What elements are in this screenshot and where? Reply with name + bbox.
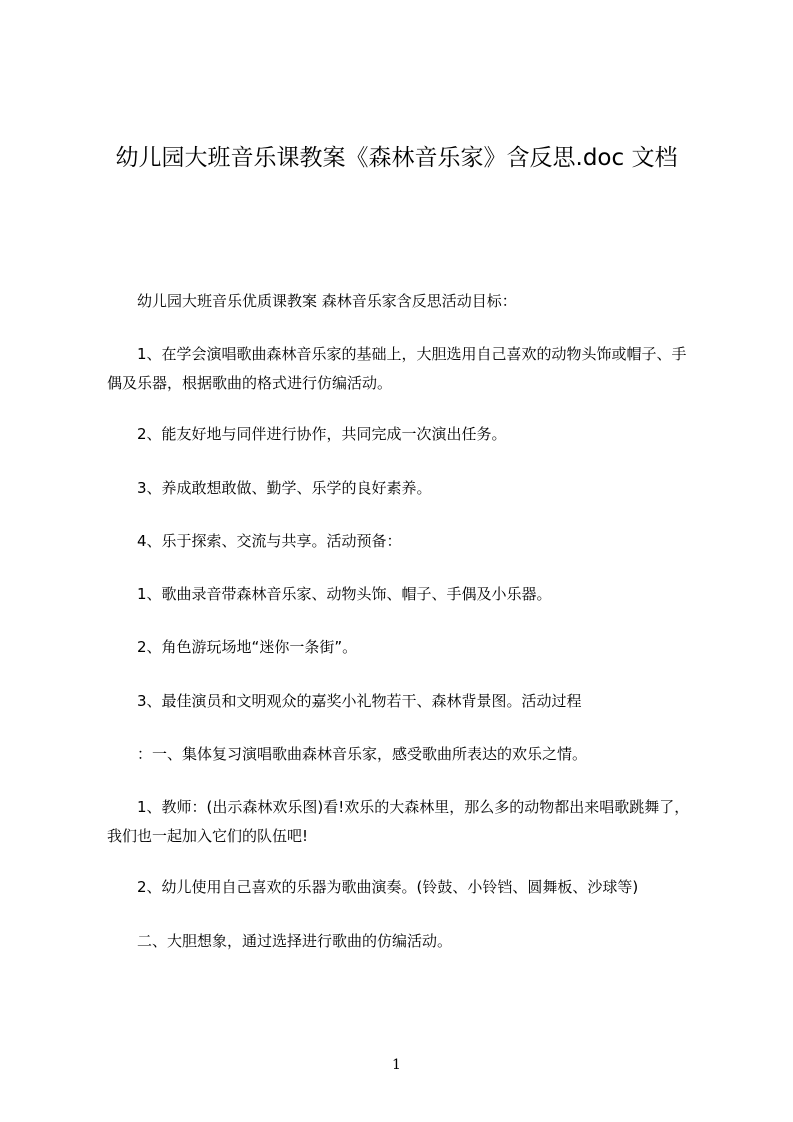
paragraph-process-1-1: 1、教师：(出示森林欢乐图)看!欢乐的大森林里，那么多的动物都出来唱歌跳舞了，我们也一起加入它们的队伍吧! [107,798,690,845]
paragraph-goal-4: 4、乐于探索、交流与共享。活动预备： [137,532,402,550]
paragraph-intro: 幼儿园大班音乐优质课教案 森林音乐家含反思活动目标： [137,292,517,310]
paragraph-goal-3: 3、养成敢想敢做、勤学、乐学的良好素养。 [137,479,432,497]
paragraph-goal-2: 2、能友好地与同伴进行协作，共同完成一次演出任务。 [137,425,507,443]
paragraph-prep-2: 2、角色游玩场地“迷你一条街”。 [137,638,358,656]
paragraph-process-1: ：一、集体复习演唱歌曲森林音乐家，感受歌曲所表达的欢乐之情。 [137,745,588,763]
paragraph-process-2: 二、大胆想象，通过选择进行歌曲的仿编活动。 [137,932,453,950]
paragraph-prep-1: 1、歌曲录音带森林音乐家、动物头饰、帽子、手偶及小乐器。 [137,585,552,603]
paragraph-process-1-2: 2、幼儿使用自己喜欢的乐器为歌曲演奏。(铃鼓、小铃铛、圆舞板、沙球等) [137,878,639,896]
paragraph-goal-1: 1、在学会演唱歌曲森林音乐家的基础上，大胆选用自己喜欢的动物头饰或帽子、手偶及乐器，根据歌曲的格式进行仿编活动。 [107,345,687,392]
page-number: 1 [392,1057,401,1073]
document-title: 幼儿园大班音乐课教案《森林音乐家》含反思.doc 文档 [115,145,678,171]
paragraph-prep-3: 3、最佳演员和文明观众的嘉奖小礼物若干、森林背景图。活动过程 [137,692,582,710]
